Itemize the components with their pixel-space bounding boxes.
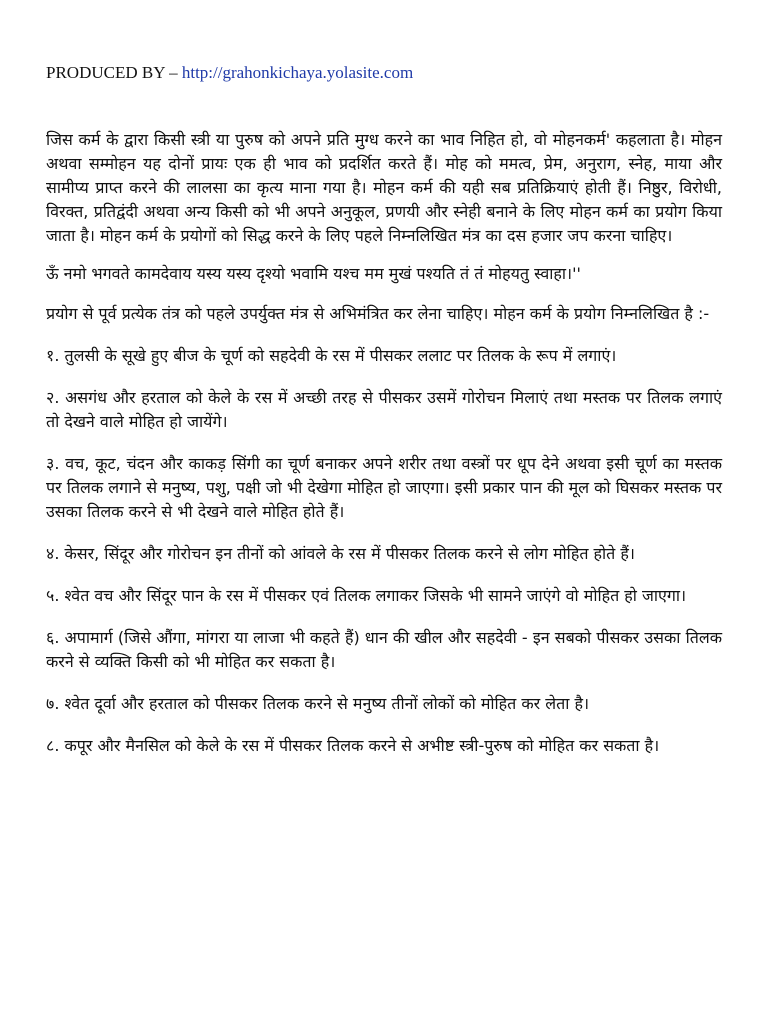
producer-label: PRODUCED BY – [46, 63, 182, 82]
list-item: १. तुलसी के सूखे हुए बीज के चूर्ण को सहदेवी के रस में पीसकर ललाट पर तिलक के रूप में लगाएं। [46, 346, 617, 365]
document-body [46, 128, 722, 776]
website-link[interactable]: http://grahonkichaya.yolasite.com [181, 63, 414, 82]
list-item: ४. केसर, सिंदूर और गोरोचन इन तीनों को आंवले के रस में पीसकर तिलक करने से लोग मोहित होते हैं। [46, 544, 635, 563]
list-item: ७. श्वेत दूर्वा और हरताल को पीसकर तिलक करने से मनुष्य तीनों लोकों को मोहित कर लेता है। [46, 694, 590, 713]
list-item: ३. वच, कूट, चंदन और काकड़ सिंगी का चूर्ण बनाकर अपने शरीर तथा वस्त्रों पर धूप देने अथवा इसी चूर्ण का मस्तक पर तिलक लगाने से मनुष्य, पशु, पक्षी जो भी देखेगा मोहित हो जाएगा। इसी प्रकार पान की मूल को घिसकर मस्तक पर उसका तिलक करने से भी देखने वाले मोहित होते हैं। [46, 454, 722, 521]
list-item: ६. अपामार्ग (जिसे औंगा, मांगरा या लाजा भी कहते हैं) धान की खील और सहदेवी - इन सबको पीसकर उसका तिलक करने से व्यक्ति किसी को भी मोहित कर सकता है। [46, 628, 722, 671]
producer-credit [46, 62, 413, 84]
list-item: ५. श्वेत वच और सिंदूर पान के रस में पीसकर एवं तिलक लगाकर जिसके भी सामने जाएंगे वो मोहित हो जाएगा। [46, 586, 687, 605]
list-item: ८. कपूर और मैनसिल को केले के रस में पीसकर तिलक करने से अभीष्ट स्त्री-पुरुष को मोहित कर सकता है। [46, 736, 660, 755]
preface-paragraph: प्रयोग से पूर्व प्रत्येक तंत्र को पहले उपर्युक्त मंत्र से अभिमंत्रित कर लेना चाहिए। मोहन कर्म के प्रयोग निम्नलिखित है :- [46, 304, 710, 323]
mantra-paragraph: ऊँ नमो भगवते कामदेवाय यस्य यस्य दृश्यो भवामि यश्च मम मुखं पश्यति तं तं मोहयतु स्वाहा।'' [46, 264, 581, 283]
intro-paragraph: जिस कर्म के द्वारा किसी स्त्री या पुरुष को अपने प्रति मुग्ध करने का भाव निहित हो, वो मोहनकर्म' कहलाता है। मोहन अथवा सम्मोहन यह दोनों प्रायः एक ही भाव को प्रदर्शित करते हैं। मोह को ममत्व, प्रेम, अनुराग, स्नेह, माया और सामीप्य प्राप्त करने की लालसा का कृत्य माना गया है। मोहन कर्म की यही सब प्रतिक्रियाएं होती हैं। निष्ठुर, विरोधी, विरक्त, प्रतिद्वंदी अथवा अन्य किसी को भी अपने अनुकूल, प्रणयी और स्नेही बनाने के लिए मोहन कर्म का प्रयोग किया जाता है। मोहन कर्म के प्रयोगों को सिद्ध करने के लिए पहले निम्नलिखित मंत्र का दस हजार जप करना चाहिए। [46, 130, 722, 245]
list-item: २. असगंध और हरताल को केले के रस में अच्छी तरह से पीसकर उसमें गोरोचन मिलाएं तथा मस्तक पर तिलक लगाएं तो देखने वाले मोहित हो जायेंगे। [46, 388, 722, 431]
